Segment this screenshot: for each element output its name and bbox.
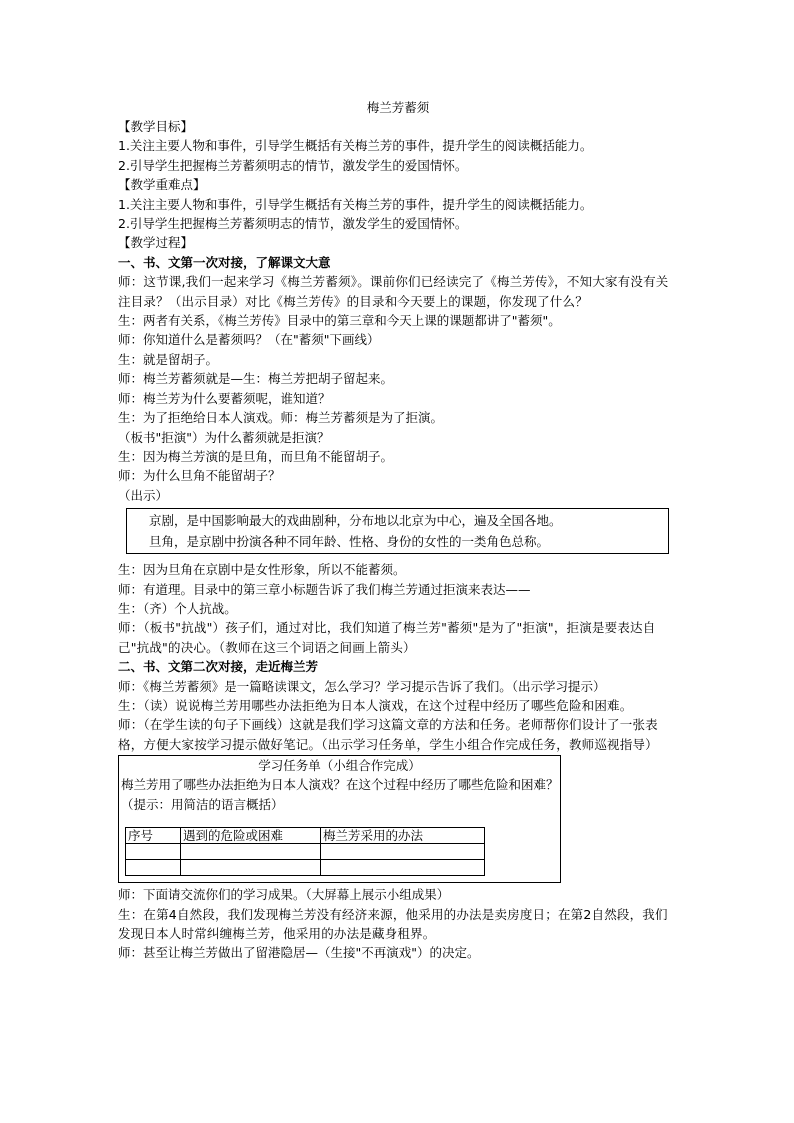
dialogue-line: 师：有道理。目录中的第三章小标题告诉了我们梅兰芳通过拒演来表达——	[118, 581, 531, 597]
table-cell	[181, 844, 321, 860]
table-cell	[181, 860, 321, 876]
dialogue-line: 生：就是留胡子。	[118, 351, 219, 367]
document-title: 梅兰芳蓄须	[366, 100, 430, 115]
task-sheet-title: 学习任务单（小组合作完成）	[258, 758, 421, 774]
table-header-row	[126, 828, 485, 844]
table-cell	[126, 860, 181, 876]
task-sheet-question: 梅兰芳用了哪些办法拒绝为日本人演戏？在这个过程中经历了哪些危险和困难？（提示：用简洁的语言概括）	[121, 777, 559, 813]
dialogue-line: 师：（板书"抗战"）孩子们，通过对比，我们知道了梅兰芳"蓄须"是为了"拒演"，拒演是要表达自己"抗战"的决心。（教师在这三个词语之间画上箭头）	[118, 620, 656, 655]
table-cell	[321, 860, 485, 876]
table-header-cell: 序号	[126, 828, 181, 844]
dialogue-line: 生：两者有关系，《梅兰芳传》目录中的第三章和今天上课的课题都讲了"蓄须"。	[118, 313, 561, 329]
table-cell	[126, 844, 181, 860]
dialogue-line: （出示）	[118, 487, 169, 503]
task-sheet-box	[118, 755, 561, 883]
section-label-objectives: 【教学目标】	[118, 119, 194, 134]
dialogue-line: 生：在第4自然段，我们发现梅兰芳没有经济来源，他采用的办法是卖房度日；在第2自然段，我们发现日本人时常纠缠梅兰芳，他采用的办法是藏身租界。	[118, 906, 668, 941]
table-row	[126, 844, 485, 860]
table-header-cell: 遇到的危险或困难	[181, 828, 321, 844]
table-cell	[321, 844, 485, 860]
info-box-line: 旦角，是京剧中扮演各种不同年龄、性格、身份的女性的一类角色总称。	[149, 534, 550, 550]
section-label-key-points: 【教学重难点】	[118, 177, 206, 193]
dialogue-line: 生：因为旦角在京剧中是女性形象，所以不能蓄须。	[118, 562, 406, 578]
table-header-cell: 梅兰芳采用的办法	[321, 828, 485, 844]
dialogue-line: 生：（读）说说梅兰芳用哪些办法拒绝为日本人演戏，在这个过程中经历了哪些危险和困难。	[118, 697, 633, 713]
section-label-process: 【教学过程】	[118, 235, 194, 251]
dialogue-line: 师：为什么旦角不能留胡子？	[118, 468, 281, 484]
key-point-2: 2.引导学生把握梅兰芳蓄须明志的情节，激发学生的爱国情怀。	[118, 216, 468, 232]
dialogue-line: 师：甚至让梅兰芳做出了留港隐居—（生接"不再演戏"）的决定。	[118, 945, 480, 961]
dialogue-line: 师：下面请交流你们的学习成果。（大屏幕上展示小组成果）	[118, 887, 450, 903]
objective-2: 2.引导学生把握梅兰芳蓄须明志的情节，激发学生的爱国情怀。	[118, 157, 468, 173]
heading-part-2: 二、书、文第二次对接，走近梅兰芳	[118, 659, 319, 675]
info-box	[126, 508, 669, 554]
info-box-line: 京剧，是中国影响最大的戏曲剧种，分布地以北京为中心，遍及全国各地。	[149, 513, 562, 529]
dialogue-line: 师：梅兰芳为什么要蓄须呢，谁知道？	[118, 390, 331, 406]
dialogue-line: 师：这节课,我们一起来学习《梅兰芳蓄须》。课前你们已经读完了《梅兰芳传》，不知大家有没有关注目录？（出示目录）对比《梅兰芳传》的目录和今天要上的课题，你发现了什么？	[118, 274, 669, 309]
dialogue-line: 师：你知道什么是蓄须吗？（在"蓄须"下画线）	[118, 332, 380, 348]
key-point-1: 1.关注主要人物和事件，引导学生概括有关梅兰芳的事件，提升学生的阅读概括能力。	[118, 196, 593, 212]
dialogue-line: 师：（在学生读的句子下画线）这就是我们学习这篇文章的方法和任务。老师帮你们设计了一张表格，方便大家按学习提示做好笔记。（出示学习任务单，学生小组合作完成任务，教师巡视指导）	[118, 717, 658, 752]
dialogue-line: 生：（齐）个人抗战。	[118, 600, 237, 616]
dialogue-line: 生：因为梅兰芳演的是旦角，而旦角不能留胡子。	[118, 448, 394, 464]
task-table	[125, 827, 485, 876]
dialogue-line: 生：为了拒绝给日本人演戏。师：梅兰芳蓄须是为了拒演。	[118, 410, 444, 426]
dialogue-line: 师：《梅兰芳蓄须》是一篇略读课文，怎么学习？学习提示告诉了我们。（出示学习提示）	[118, 678, 606, 694]
heading-part-1: 一、书、文第一次对接，了解课文大意	[118, 254, 331, 270]
dialogue-line: 师：梅兰芳蓄须就是—生：梅兰芳把胡子留起来。	[118, 371, 394, 387]
table-row	[126, 860, 485, 876]
document-page	[118, 98, 678, 963]
objective-1: 1.关注主要人物和事件，引导学生概括有关梅兰芳的事件，提升学生的阅读概括能力。	[118, 138, 593, 154]
dialogue-line: （板书"拒演"）为什么蓄须就是拒演？	[118, 429, 330, 445]
